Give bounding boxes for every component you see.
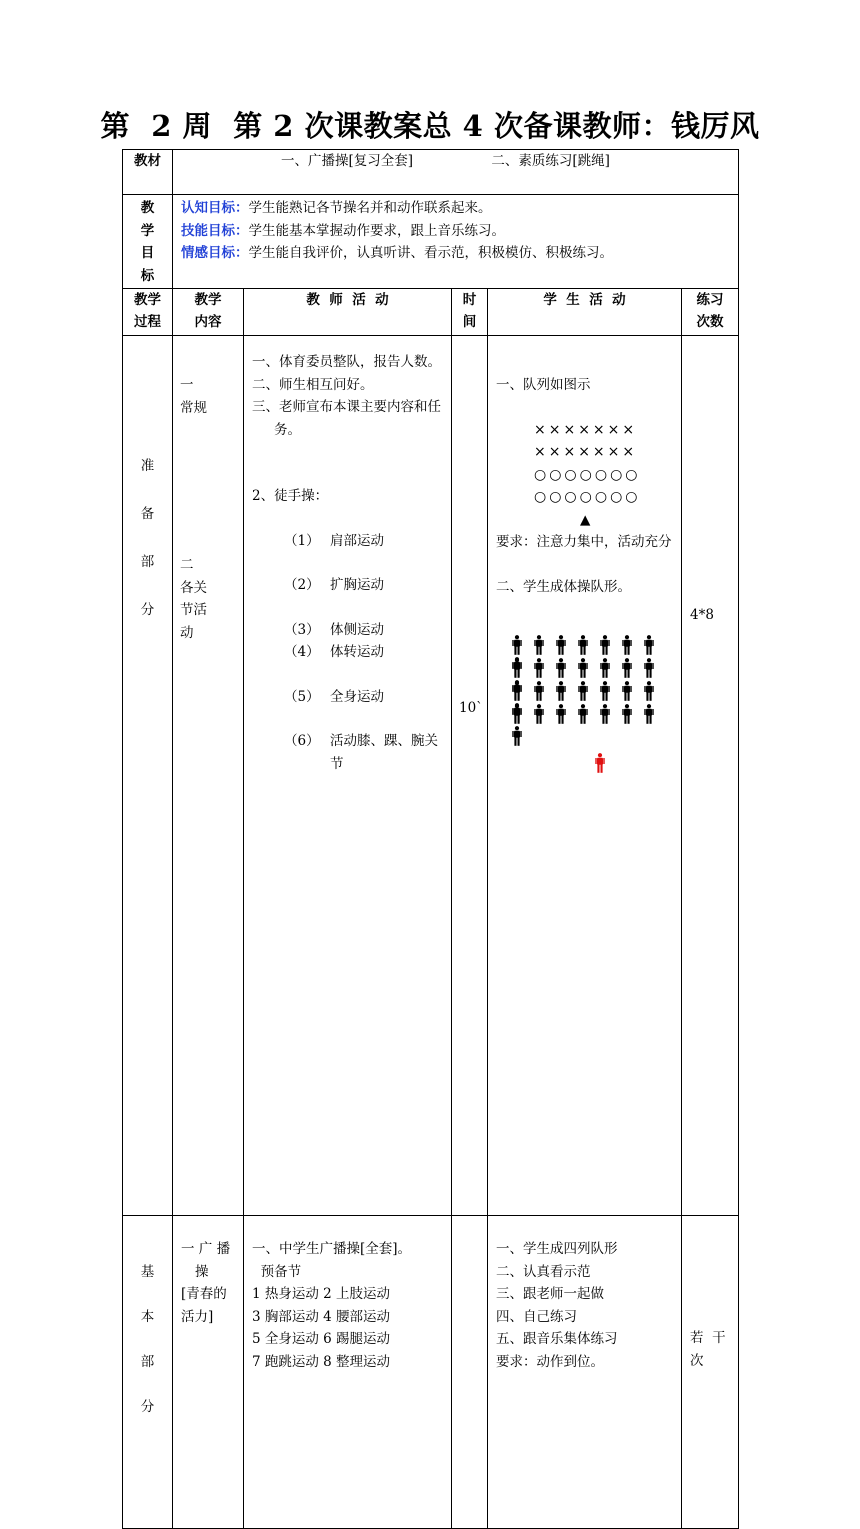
person-icon	[644, 658, 654, 678]
prep-time: 10`	[452, 336, 488, 1216]
header-process	[123, 289, 173, 336]
basic-count	[682, 1216, 739, 1529]
person-icon	[644, 635, 654, 655]
exercise-num: （1）	[284, 532, 320, 549]
teacher-marker-triangle: ▲	[580, 511, 591, 528]
student-line: 四、自己练习	[496, 1308, 577, 1325]
student-line: 要求：动作到位。	[496, 1353, 604, 1370]
goal-label: 技能目标：	[181, 222, 249, 239]
goal-label: 认知目标：	[181, 200, 249, 216]
person-icon	[512, 635, 522, 655]
teacher-figure	[496, 752, 675, 775]
student-formation-title: 一、队列如图示	[496, 377, 591, 393]
basic-row	[123, 1216, 739, 1529]
person-icon	[534, 704, 544, 724]
goal-line	[181, 242, 738, 265]
person-icon	[622, 635, 632, 655]
prep-row	[123, 336, 739, 1216]
teacher-line: 预备节	[252, 1263, 302, 1280]
person-icon	[556, 635, 566, 655]
goals-cell	[173, 195, 739, 289]
header-count	[682, 289, 739, 336]
student-line: 三、跟老师一起做	[496, 1286, 604, 1302]
person-icon	[578, 704, 588, 724]
header-text: 间	[462, 314, 477, 330]
person-icon	[512, 658, 522, 678]
exercise-text: 活动膝、踝、腕关节	[330, 733, 438, 772]
figure-row	[496, 703, 675, 726]
goal-text: 学生能基本掌握动作要求，跟上音乐练习。	[248, 222, 505, 239]
exercise-item	[252, 530, 445, 553]
figure-row	[496, 634, 675, 657]
exercise-num: （2）	[284, 577, 320, 593]
materials-row	[123, 150, 739, 195]
teacher-line: 3 胸部运动 4 腰部运动	[252, 1308, 391, 1325]
teacher-line: 1 热身运动 2 上肢运动	[252, 1286, 391, 1302]
header-text: 内容	[194, 314, 222, 330]
person-icon	[600, 658, 610, 678]
teacher-person-icon	[595, 753, 605, 773]
basic-process	[123, 1216, 173, 1529]
goal-text: 学生能自我评价，认真听讲、看示范，积极模仿、积极练习。	[248, 245, 613, 261]
page-title: 第 2 周 第 2 次课教案总 4 次备课教师：钱厉风	[100, 109, 760, 143]
header-row	[123, 289, 739, 336]
figure-row	[496, 680, 675, 703]
content-line: 活力]	[181, 1308, 214, 1325]
student-figure-grid	[496, 634, 675, 726]
person-icon	[556, 704, 566, 724]
teacher-routine-line: 二、师生相互问好。	[252, 376, 374, 393]
person-icon	[534, 658, 544, 678]
goals-label	[123, 195, 173, 289]
person-icon	[600, 704, 610, 724]
student-exercise-line: 二、学生成体操队形。	[496, 578, 631, 595]
person-icon	[512, 704, 522, 724]
content-line: 二	[180, 557, 194, 573]
header-teacher: 教 师 活 动	[244, 289, 452, 336]
person-icon	[644, 704, 654, 724]
goal-text: 学生能熟记各节操名并和动作联系起来。	[248, 200, 492, 216]
exercise-num: （4）	[284, 644, 320, 660]
prep-process	[123, 336, 173, 1216]
header-student: 学 生 活 动	[488, 289, 682, 336]
content-line: 常规	[180, 399, 207, 416]
header-text: 过程	[134, 314, 161, 330]
student-line: 二、认真看示范	[496, 1263, 591, 1280]
basic-student	[488, 1216, 682, 1529]
header-content	[173, 289, 244, 336]
exercise-text: 肩部运动	[330, 532, 384, 549]
teacher-routine-line: 三、老师宣布本课主要内容和任务。	[252, 399, 441, 438]
process-char: 基	[140, 1264, 155, 1280]
person-icon	[512, 726, 522, 746]
student-requirement: 要求：注意力集中，活动充分	[496, 534, 672, 550]
person-icon	[578, 658, 588, 678]
person-icon	[534, 681, 544, 701]
formation-row: ○○○○○○○	[534, 489, 641, 505]
teacher-routine-line: 一、体育委员整队，报告人数。	[252, 354, 441, 370]
exercise-text: 扩胸运动	[330, 577, 384, 593]
material-item: 一、广播操[复习全套]	[281, 153, 414, 169]
person-icon	[578, 635, 588, 655]
material-item: 二、素质练习[跳绳]	[491, 153, 610, 169]
teacher-line: 一、中学生广播操[全套]。	[252, 1241, 412, 1257]
figure-row	[496, 657, 675, 680]
goals-row	[123, 195, 739, 289]
process-char: 部	[140, 554, 155, 570]
student-line: 五、跟音乐集体练习	[496, 1331, 618, 1347]
lesson-plan-table	[122, 149, 739, 1529]
prep-count: 4*8	[682, 336, 739, 1216]
content-line: 操	[195, 1263, 209, 1280]
exercise-item	[252, 686, 445, 709]
goal-line	[181, 197, 738, 220]
goal-line	[181, 220, 738, 243]
prep-teacher	[244, 336, 452, 1216]
exercise-item	[252, 730, 445, 775]
process-char: 备	[140, 506, 155, 522]
process-char: 准	[140, 458, 155, 474]
materials-cell	[173, 150, 739, 195]
goals-label-char: 学	[140, 222, 155, 239]
teacher-exercise-title: 2、徒手操：	[252, 488, 329, 504]
exercise-num: （5）	[284, 688, 320, 705]
exercise-item	[252, 574, 445, 597]
person-icon	[600, 681, 610, 701]
process-char: 分	[140, 1399, 155, 1415]
student-line: 一、学生成四列队形	[496, 1241, 618, 1257]
process-char: 分	[140, 602, 155, 618]
content-line: [青春的	[181, 1286, 227, 1302]
content-line: 一 广 播	[181, 1241, 231, 1257]
header-text: 时	[462, 292, 477, 308]
person-icon	[644, 681, 654, 701]
content-line: 节活	[180, 602, 207, 618]
teacher-line: 5 全身运动 6 踢腿运动	[252, 1331, 391, 1347]
teacher-line: 7 跑跳运动 8 整理运动	[252, 1353, 391, 1370]
prep-student	[488, 336, 682, 1216]
person-icon	[512, 681, 522, 701]
header-time	[452, 289, 488, 336]
content-line: 一	[180, 377, 194, 393]
goal-label: 情感目标：	[181, 245, 249, 261]
person-icon	[556, 658, 566, 678]
content-line: 各关	[180, 579, 207, 596]
count-line: 次	[690, 1352, 704, 1369]
header-text: 教学	[194, 292, 222, 308]
basic-time	[452, 1216, 488, 1529]
exercise-num: （6）	[284, 733, 320, 749]
header-text: 练习	[696, 292, 724, 308]
content-line: 动	[180, 624, 194, 641]
person-icon	[556, 681, 566, 701]
header-text: 教学	[134, 292, 161, 308]
goals-label-char: 教	[140, 200, 155, 216]
basic-teacher	[244, 1216, 452, 1529]
person-icon	[622, 681, 632, 701]
formation-row: ×××××××	[534, 444, 638, 460]
process-char: 部	[140, 1354, 155, 1370]
exercise-item	[252, 619, 445, 642]
materials-label: 教材	[123, 150, 173, 195]
count-line: 若 干	[690, 1330, 726, 1346]
person-icon	[622, 704, 632, 724]
exercise-text: 体转运动	[330, 644, 384, 660]
person-icon	[600, 635, 610, 655]
goals-label-char: 标	[140, 267, 155, 284]
formation-row: ×××××××	[534, 421, 638, 438]
exercise-text: 全身运动	[330, 688, 384, 705]
header-text: 次数	[696, 314, 724, 330]
basic-content	[173, 1216, 244, 1529]
process-char: 本	[140, 1309, 155, 1325]
person-icon	[578, 681, 588, 701]
person-icon	[622, 658, 632, 678]
goals-label-char: 目	[140, 245, 155, 261]
exercise-item	[252, 641, 445, 664]
person-icon	[534, 635, 544, 655]
formation-row: ○○○○○○○	[534, 466, 641, 483]
exercise-text: 体侧运动	[330, 621, 384, 638]
prep-content	[173, 336, 244, 1216]
exercise-num: （3）	[284, 621, 320, 638]
